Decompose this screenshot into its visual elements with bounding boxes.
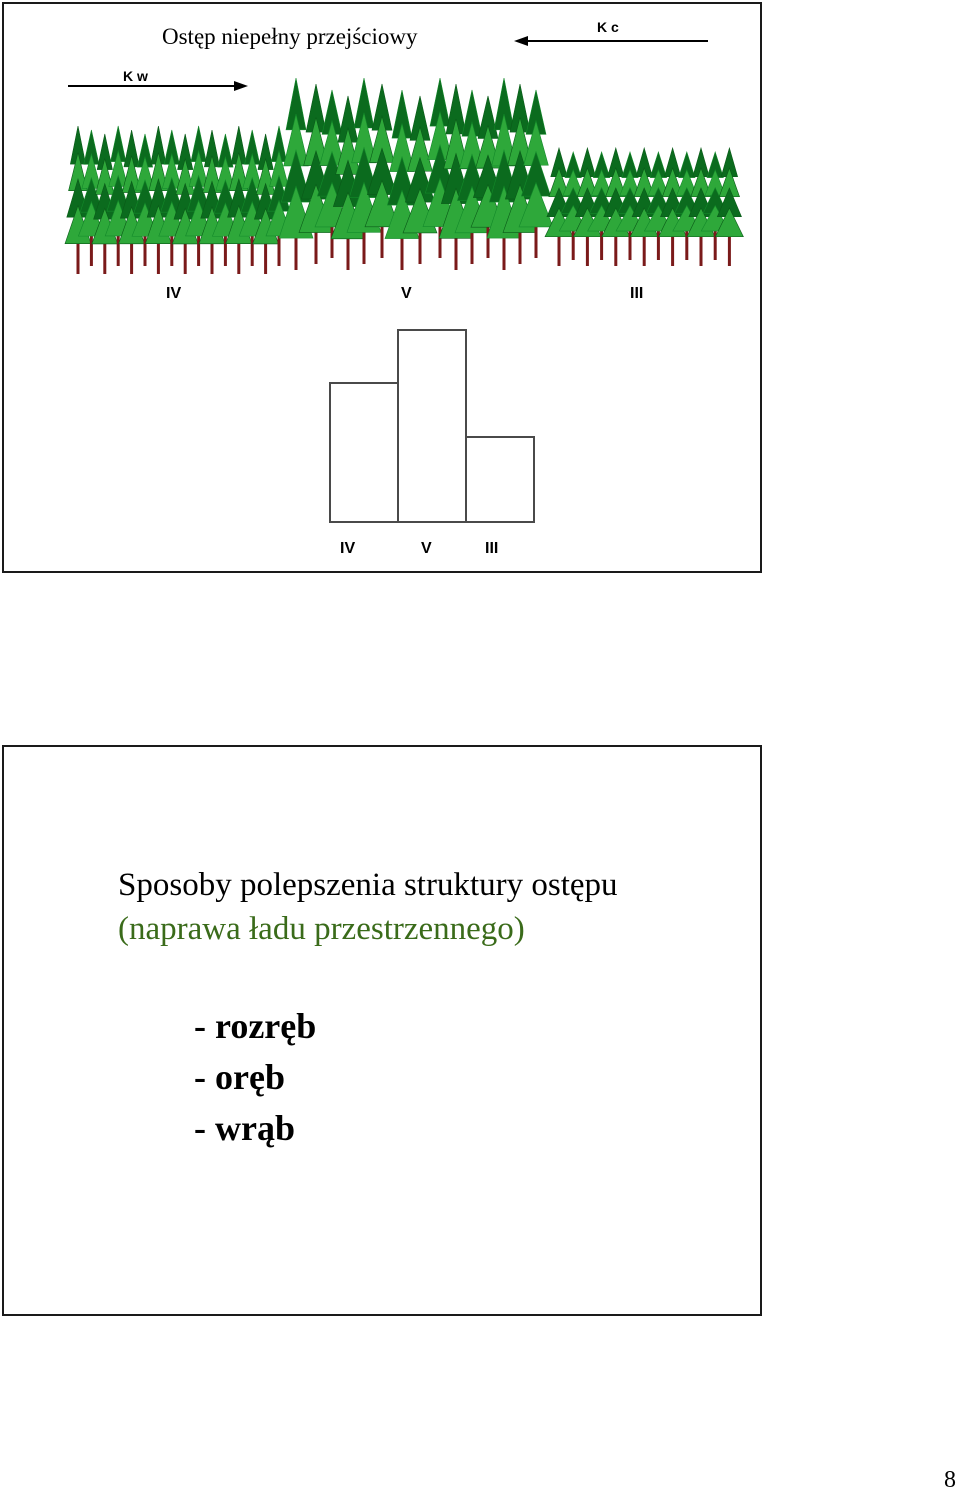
forest-illustration — [64, 74, 744, 279]
kc-arrow-icon — [514, 34, 710, 48]
forest-label-v: V — [401, 285, 412, 302]
kw-label: K w — [123, 68, 148, 84]
slide-improvement-methods — [2, 745, 762, 1316]
histogram-bar-v — [397, 329, 467, 523]
histogram-label-iii: III — [485, 540, 499, 557]
histogram-bar-iii — [465, 436, 535, 523]
list-item-wrab: - wrąb — [194, 1108, 295, 1148]
slide-title: Ostęp niepełny przejściowy — [162, 24, 418, 49]
histogram-bar-iv — [329, 382, 399, 523]
slide-forest-structure — [2, 2, 762, 573]
page-number: 8 — [944, 1467, 956, 1493]
forest-label-iv: IV — [166, 285, 182, 302]
slide-title: Sposoby polepszenia struktury ostępu — [118, 867, 618, 903]
slide-subtitle: (naprawa ładu przestrzennego) — [118, 911, 525, 947]
histogram-label-iv: IV — [340, 540, 356, 557]
list-item-oreb: - oręb — [194, 1057, 285, 1097]
histogram-label-v: V — [421, 540, 432, 557]
forest-label-iii: III — [630, 285, 644, 302]
kc-label: K c — [597, 19, 619, 35]
list-item-rozreb: - rozręb — [194, 1006, 317, 1046]
